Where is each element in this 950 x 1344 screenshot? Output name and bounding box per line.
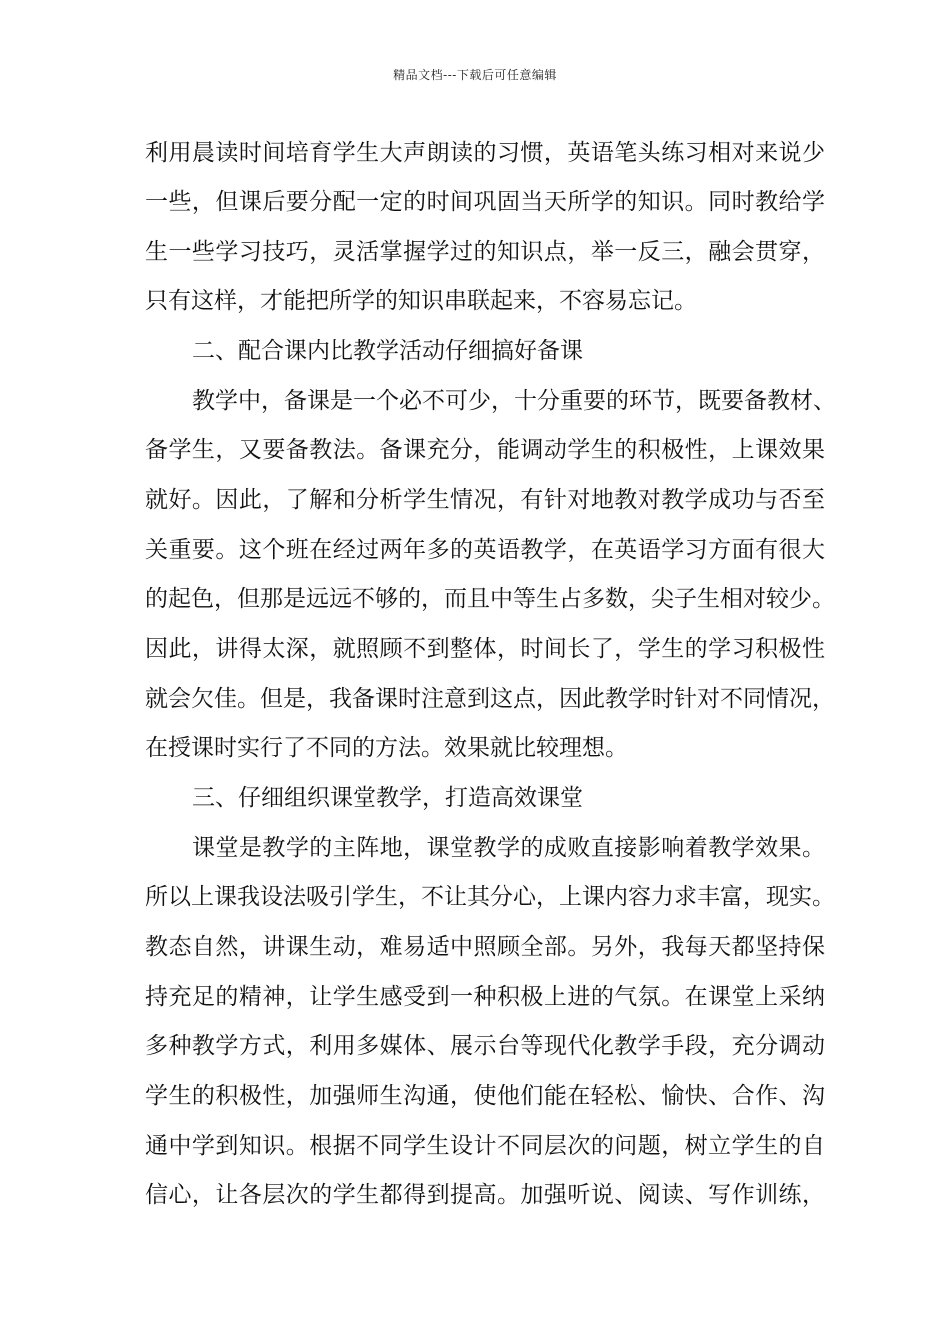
page-header: 精品文档---下载后可任意编辑	[393, 68, 557, 82]
body-line: 所以上课我设法吸引学生，不让其分心，上课内容力求丰富，现实。	[145, 884, 835, 910]
body-line: 学生的积极性，加强师生沟通，使他们能在轻松、愉快、合作、沟	[145, 1083, 825, 1109]
body-line: 在授课时实行了不同的方法。效果就比较理想。	[145, 735, 628, 761]
body-line: 关重要。这个班在经过两年多的英语教学，在英语学习方面有很大	[145, 537, 825, 563]
body-line: 只有这样，才能把所学的知识串联起来，不容易忘记。	[145, 288, 697, 314]
body-line: 教态自然，讲课生动，难易适中照顾全部。另外，我每天都坚持保	[145, 934, 825, 960]
section-heading: 二、配合课内比教学活动仔细搞好备课	[192, 338, 583, 364]
body-line: 多种教学方式，利用多媒体、展示台等现代化教学手段，充分调动	[145, 1033, 825, 1059]
body-line: 就会欠佳。但是，我备课时注意到这点，因此教学时针对不同情况，	[145, 686, 835, 712]
body-line: 信心，让各层次的学生都得到提高。加强听说、阅读、写作训练，	[145, 1182, 825, 1208]
body-line: 持充足的精神，让学生感受到一种积极上进的气氛。在课堂上采纳	[145, 984, 825, 1010]
body-line: 教学中，备课是一个必不可少，十分重要的环节，既要备教材、	[192, 388, 836, 414]
body-line: 一些，但课后要分配一定的时间巩固当天所学的知识。同时教给学	[145, 189, 825, 215]
body-line: 就好。因此，了解和分析学生情况，有针对地教对教学成功与否至	[145, 487, 825, 513]
section-heading: 三、仔细组织课堂教学，打造高效课堂	[192, 785, 583, 811]
body-line: 生一些学习技巧，灵活掌握学过的知识点，举一反三，融会贯穿，	[145, 239, 825, 265]
body-line: 通中学到知识。根据不同学生设计不同层次的问题，树立学生的自	[145, 1133, 825, 1159]
body-line: 课堂是教学的主阵地，课堂教学的成败直接影响着教学效果。	[192, 835, 825, 861]
body-line: 利用晨读时间培育学生大声朗读的习惯，英语笔头练习相对来说少	[145, 140, 825, 166]
body-line: 因此，讲得太深，就照顾不到整体，时间长了，学生的学习积极性	[145, 636, 825, 662]
body-line: 的起色，但那是远远不够的，而且中等生占多数，尖子生相对较少。	[145, 586, 835, 612]
body-line: 备学生，又要备教法。备课充分，能调动学生的积极性，上课效果	[145, 437, 825, 463]
